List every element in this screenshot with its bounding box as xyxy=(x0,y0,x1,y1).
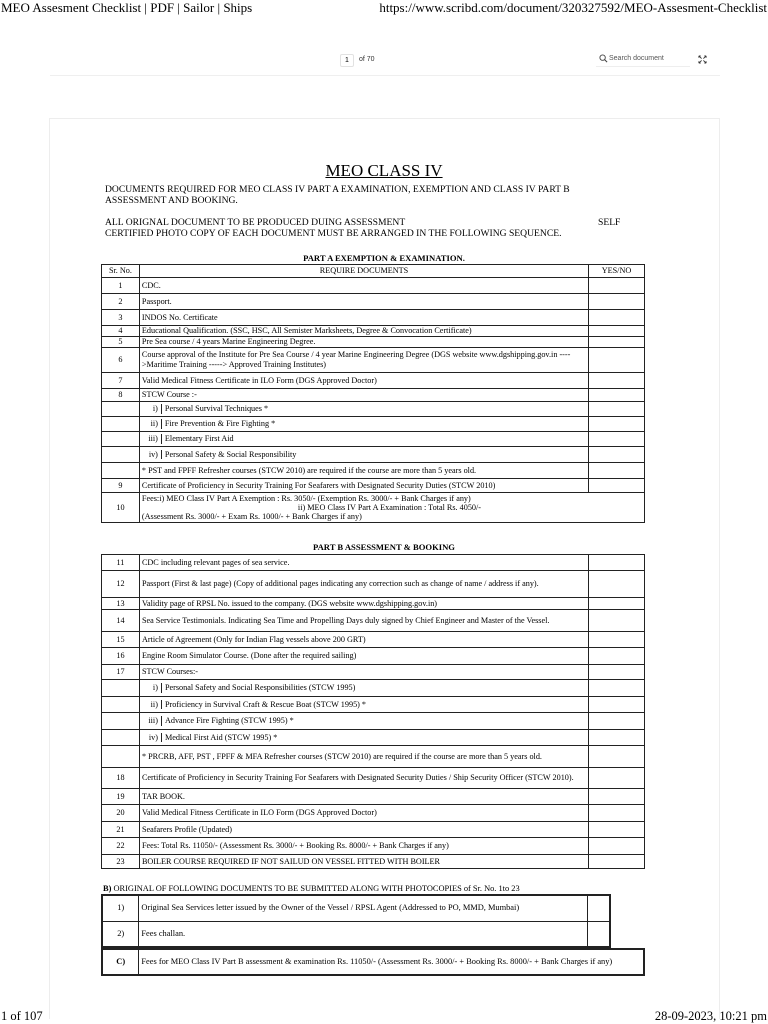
table-row: ii) Proficiency in Survival Craft & Rescue Boat (STCW 1995) * xyxy=(102,697,645,713)
table-row: i) Personal Safety and Social Responsibilities (STCW 1995) xyxy=(102,680,645,697)
print-footer xyxy=(0,1008,768,1024)
table-row: 3 INDOS No. Certificate xyxy=(102,310,645,326)
table-row: 17 STCW Courses:- xyxy=(102,665,645,680)
table-row: i) Personal Survival Techniques * xyxy=(102,402,645,417)
viewer-toolbar xyxy=(0,50,768,70)
table-row: 2 Passport. xyxy=(102,294,645,310)
table-row: 18 Certificate of Proficiency in Security Training For Seafarers with Designated Security Duties / Ship Security Officer (STCW 2010). xyxy=(102,768,645,789)
self-word: SELF xyxy=(598,217,621,228)
search-icon xyxy=(599,54,608,63)
table-row: iii) Advance Fire Fighting (STCW 1995) * xyxy=(102,713,645,730)
table-row: 10 Fees:i) MEO Class IV Part A Exemption : Rs. 3050/- (Exemption Rs. 3000/- + Bank Charges if any) ii) MEO Class IV Part A Examination : Total Rs. 4050/- (Assessment Rs. 3000/- + Exam Rs. 1000/- + Bank Charges if any) xyxy=(102,493,645,523)
table-row: 19 TAR BOOK. xyxy=(102,789,645,805)
section-b-heading: B) ORIGINAL OF FOLLOWING DOCUMENTS TO BE SUBMITTED ALONG WITH PHOTOCOPIES of Sr. No. 1to 23 xyxy=(103,884,520,893)
table-row: iv) Medical First Aid (STCW 1995) * xyxy=(102,730,645,746)
print-datetime: 28-09-2023, 10:21 pm xyxy=(654,1009,767,1023)
col-header-docs: REQUIRE DOCUMENTS xyxy=(139,265,588,278)
col-header-sr: Sr. No. xyxy=(102,265,140,278)
refresher-note-b: * PRCRB, AFF, PST , FPFF & MFA Refresher courses (STCW 2010) are required if the course are more than 5 years old. xyxy=(139,746,588,768)
table-row: 5 Pre Sea course / 4 years Marine Engineering Degree. xyxy=(102,337,645,348)
part-b-heading: PART B ASSESSMENT & BOOKING xyxy=(312,542,455,552)
table-row: 7 Valid Medical Fitness Certificate in ILO Form (DGS Approved Doctor) xyxy=(102,373,645,389)
print-page-count: 1 of 107 xyxy=(1,1009,43,1023)
table-row: iv) Personal Safety & Social Responsibility xyxy=(102,447,645,463)
part-a-heading: PART A EXEMPTION & EXAMINATION. xyxy=(303,253,465,263)
search-document-field[interactable] xyxy=(596,53,690,67)
intro-text: DOCUMENTS REQUIRED FOR MEO CLASS IV PART A EXAMINATION, EXEMPTION AND CLASS IV PART B ASSESSMENT AND BOOKING. xyxy=(105,184,570,206)
section-b-table xyxy=(101,894,611,948)
table-row: 23 BOILER COURSE REQUIRED IF NOT SAILUD ON VESSEL FITTED WITH BOILER xyxy=(102,855,645,869)
table-row: 22 Fees: Total Rs. 11050/- (Assessment Rs. 3000/- + Booking Rs. 8000/- + Bank Charges if any) xyxy=(102,838,645,855)
total-pages: of 70 xyxy=(359,56,375,63)
table-row: 4 Educational Qualification. (SSC, HSC, All Semister Marksheets, Degree & Convocation Certificate) xyxy=(102,326,645,337)
table-row: 20 Valid Medical Fitness Certificate in ILO Form (DGS Approved Doctor) xyxy=(102,805,645,822)
page-url: https://www.scribd.com/document/320327592/MEO-Assesment-Checklist xyxy=(379,0,767,15)
table-row: 14 Sea Service Testimonials. Indicating Sea Time and Propelling Days duly signed by Chief Engineer and Master of the Vessel. xyxy=(102,610,645,632)
table-row xyxy=(102,463,645,479)
table-row: 21 Seafarers Profile (Updated) xyxy=(102,822,645,838)
document-title: MEO CLASS IV xyxy=(325,161,443,180)
table-row xyxy=(102,746,645,768)
fullscreen-icon[interactable] xyxy=(698,55,707,64)
table-row: 6 Course approval of the Institute for Pre Sea Course / 4 year Marine Engineering Degree (DGS website www.dgshipping.gov.in ---->Maritime Training -----> Approved Training Institutes) xyxy=(102,348,645,373)
table-row: 2) Fees challan. xyxy=(102,921,610,947)
table-row: 1) Original Sea Services letter issued by the Owner of the Vessel / RPSL Agent (Addressed to PO, MMD, Mumbai) xyxy=(102,895,610,921)
part-b-table xyxy=(101,554,645,869)
table-row: 1 CDC. xyxy=(102,278,645,294)
toolbar-divider xyxy=(50,75,720,76)
table-row: 11 CDC including relevant pages of sea service. xyxy=(102,555,645,571)
original-line: ALL ORIGNAL DOCUMENT TO BE PRODUCED DUING ASSESSMENT xyxy=(105,217,406,228)
table-row: 16 Engine Room Simulator Course. (Done after the required sailing) xyxy=(102,648,645,665)
col-header-yesno: YES/NO xyxy=(589,265,645,278)
table-row: 15 Article of Agreement (Only for Indian Flag vessels above 200 GRT) xyxy=(102,632,645,648)
page-number-input[interactable]: 1 xyxy=(340,54,354,67)
print-header xyxy=(0,0,768,16)
part-a-table xyxy=(101,264,645,523)
table-row: 8 STCW Course :- xyxy=(102,389,645,402)
refresher-note-a: * PST and FPFF Refresher courses (STCW 2010) are required if the course are more than 5 years old. xyxy=(139,463,588,479)
table-row: 9 Certificate of Proficiency in Security Training For Seafarers with Designated Security Duties (STCW 2010) xyxy=(102,479,645,493)
search-placeholder: Search document xyxy=(609,55,664,62)
table-row: 12 Passport (First & last page) (Copy of additional pages indicating any correction such as change of name / address if any). xyxy=(102,571,645,598)
page-title: MEO Assesment Checklist | PDF | Sailor | Ships xyxy=(1,0,253,15)
section-c-table xyxy=(101,948,645,976)
table-row: C) Fees for MEO Class IV Part B assessment & examination Rs. 11050/- (Assessment Rs. 3000/- + Booking Rs. 8000/- + Bank Charges if any) xyxy=(102,949,644,975)
table-header-row xyxy=(102,265,645,278)
table-row: ii) Fire Prevention & Fire Fighting * xyxy=(102,417,645,432)
table-row: iii) Elementary First Aid xyxy=(102,432,645,447)
table-row: 13 Validity page of RPSL No. issued to the company. (DGS website www.dgshipping.gov.in) xyxy=(102,598,645,610)
certified-line: CERTIFIED PHOTO COPY OF EACH DOCUMENT MUST BE ARRANGED IN THE FOLLOWING SEQUENCE. xyxy=(105,228,562,239)
